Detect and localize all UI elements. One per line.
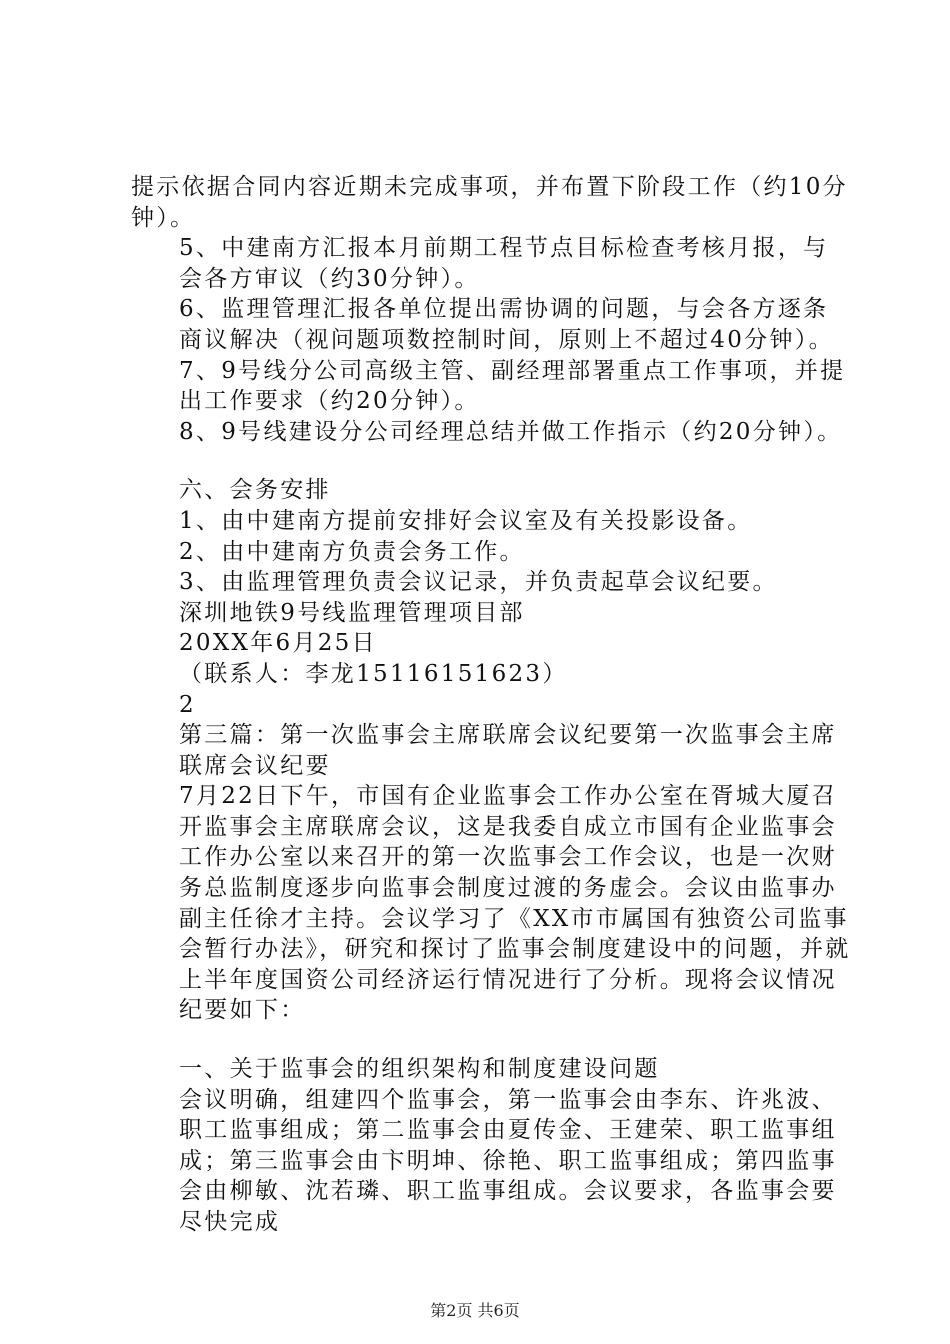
contact-person: （联系人：李龙15116151623） <box>179 660 568 687</box>
paragraph-item-5: 5、中建南方汇报本月前期工程节点目标检查考核月报，与会各方审议（约30分钟）。 <box>179 235 829 292</box>
paragraph-organization-details: 会议明确，组建四个监事会，第一监事会由李东、许兆波、职工监事组成；第二监事会由夏传金、王建荣、职工监事组成；第三监事会由卞明坤、徐艳、职工监事组成；第四监事会由柳敏、沈若璘、职工监事组成。会议要求，各监事会要尽快完成 <box>179 1086 837 1235</box>
part-three-title: 第三篇：第一次监事会主席联席会议纪要第一次监事会主席联席会议纪要 <box>179 722 837 779</box>
paragraph-item-8: 8、9号线建设分公司经理总结并做工作指示（约20分钟）。 <box>179 418 843 445</box>
arrangement-item-3: 3、由监理管理负责会议记录，并负责起草会议纪要。 <box>179 569 778 596</box>
signature-organization: 深圳地铁9号线监理管理项目部 <box>179 599 525 626</box>
paragraph-item-6: 6、监理管理汇报各单位提出需协调的问题，与会各方逐条商议解决（视问题项数控制时间，原则上不超过40分钟）。 <box>179 296 834 353</box>
arrangement-item-2: 2、由中建南方负责会务工作。 <box>179 538 525 565</box>
section-heading-meeting-arrangements: 六、会务安排 <box>179 477 331 504</box>
arrangement-item-1: 1、由中建南方提前安排好会议室及有关投影设备。 <box>179 507 753 534</box>
inline-page-number: 2 <box>179 691 196 718</box>
paragraph-item-7: 7、9号线分公司高级主管、副经理部署重点工作事项，并提出工作要求（约20分钟）。 <box>179 357 846 415</box>
signature-date: 20XX年6月25日 <box>179 630 377 657</box>
paragraph-continuation: 提示依据合同内容近期未完成事项，并布置下阶段工作（约10分钟）。 <box>131 174 848 231</box>
document-body <box>131 172 851 1238</box>
section-heading-organization: 一、关于监事会的组织架构和制度建设问题 <box>179 1056 660 1083</box>
paragraph-meeting-summary: 7月22日下午，市国有企业监事会工作办公室在胥城大厦召开监事会主席联席会议，这是我委自成立市国有企业监事会工作办公室以来召开的第一次监事会工作会议，也是一次财务总监制度逐步向监事会制度过渡的务虚会。会议由监事办副主任徐才主持。会议学习了《XX市市属国有独资公司监事会暂行办法》，研究和探讨了监事会制度建设中的问题，并就上半年度国资公司经济运行情况进行了分析。现将会议情况纪要如下： <box>179 783 851 1024</box>
page-footer: 第2页 共6页 <box>430 1301 520 1320</box>
